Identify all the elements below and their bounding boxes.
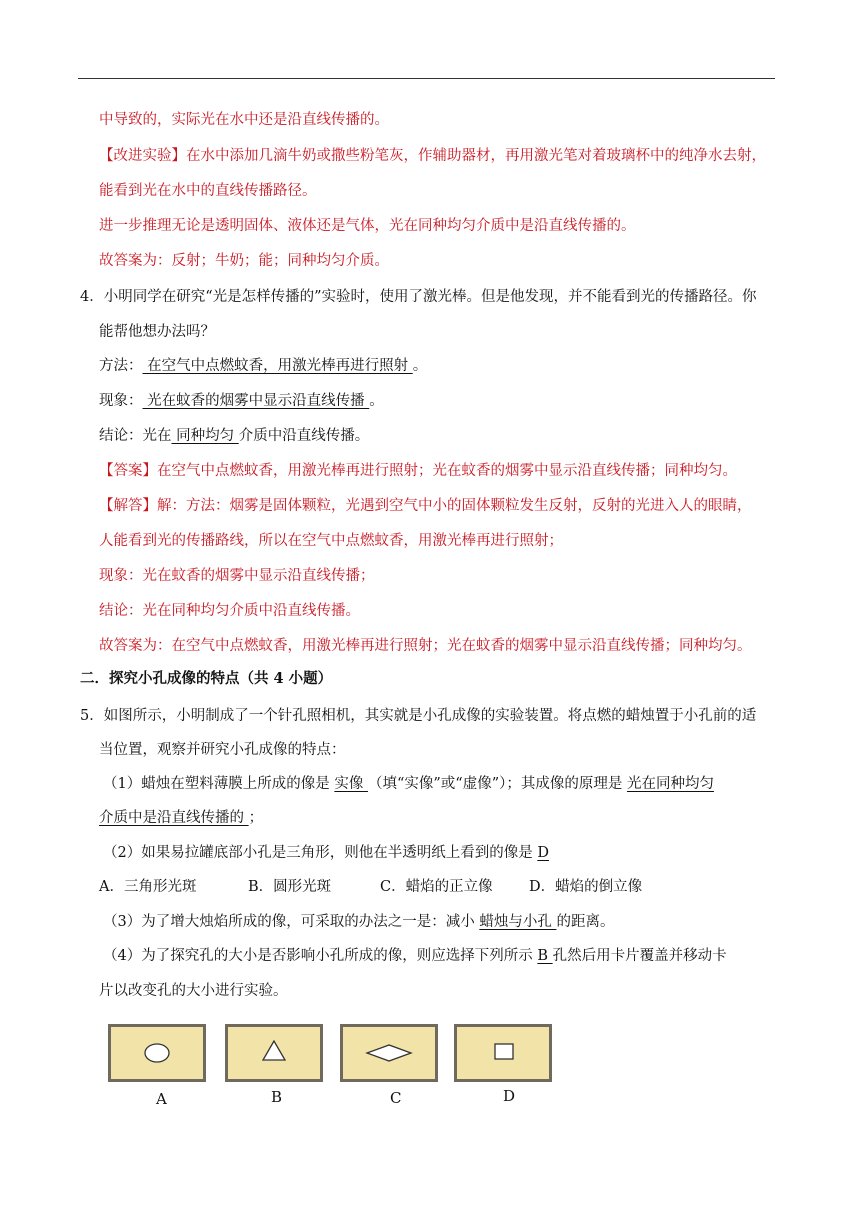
subquestion-1-answer: 实像 [334, 776, 368, 792]
method-label: 方法： [99, 358, 143, 374]
card-d [454, 1024, 552, 1082]
phenomenon-answer: 光在蚊香的烟雾中显示沿直线传播 [142, 393, 370, 409]
method-line [99, 356, 427, 376]
conclusion-label: 结论：光在 [99, 428, 172, 444]
aperture-figure [104, 1020, 564, 1115]
option-b: B．圆形光斑 [248, 879, 332, 895]
text-line: 能看到光在水中的直线传播路径。 [99, 183, 317, 199]
subquestion-4-suffix: 孔然后用卡片覆盖并移动卡 [552, 948, 727, 964]
option-d: D．蜡焰的倒立像 [529, 879, 643, 895]
subquestion-4-text: （4）为了探究孔的大小是否影响小孔所成的像，则应选择下列所示 [103, 948, 538, 964]
method-suffix: 。 [412, 358, 428, 374]
phenomenon-suffix: 。 [369, 393, 384, 409]
text-line: 【改进实验】在水中添加几滴牛奶或撒些粉笔灰，作辅助器材，再用激光笔对着玻璃杯中的纯净水去射， [99, 148, 766, 164]
card-b [225, 1024, 323, 1082]
answer-line: 【答案】在空气中点燃蚊香，用激光棒再进行照射；光在蚊香的烟雾中显示沿直线传播；同种均匀。 [99, 463, 737, 479]
explanation-line: 现象：光在蚊香的烟雾中显示沿直线传播； [99, 568, 375, 584]
question-5-stem: 5．如图所示，小明制成了一个针孔照相机，其实就是小孔成像的实验装置。将点燃的蜡烛置于小孔前的适 [80, 708, 757, 724]
subquestion-1-cont [99, 808, 263, 828]
triangle-hole-icon [228, 1027, 320, 1079]
card-d-label: D [503, 1087, 516, 1105]
card-a-label: A [156, 1090, 167, 1108]
subquestion-1-answer-2-cont: 介质中是沿直线传播的 [99, 810, 249, 826]
subquestion-3-suffix: 的距离。 [556, 914, 615, 930]
subquestion-3 [103, 912, 614, 932]
subquestion-1-suffix: ； [248, 810, 264, 826]
subquestion-3-answer: 蜡烛与小孔 [479, 914, 557, 930]
subquestion-4 [103, 946, 727, 966]
conclusion-line [99, 426, 369, 446]
conclusion-answer: 同种均匀 [171, 428, 239, 444]
subquestion-4-answer: B [537, 948, 553, 964]
question-5-stem: 当位置，观察并研究小孔成像的特点： [99, 742, 346, 758]
phenomenon-label: 现象： [99, 393, 143, 409]
question-4-stem: 能帮他想办法吗？ [99, 324, 215, 340]
subquestion-1 [103, 774, 714, 794]
option-c: C．蜡焰的正立像 [380, 879, 493, 895]
explanation-line: 故答案为：在空气中点燃蚊香，用激光棒再进行照射；光在蚊香的烟雾中显示沿直线传播；同种均匀。 [99, 638, 752, 654]
subquestion-2-text: （2）如果易拉罐底部小孔是三角形，则他在半透明纸上看到的像是 [103, 845, 538, 861]
card-b-label: B [271, 1088, 283, 1106]
conclusion-suffix: 介质中沿直线传播。 [238, 428, 370, 444]
text-line: 进一步推理无论是透明固体、液体还是气体，光在同种均匀介质中是沿直线传播的。 [99, 218, 636, 234]
phenomenon-line [99, 391, 384, 411]
square-hole-icon [457, 1027, 549, 1079]
subquestion-2 [103, 843, 549, 863]
section-heading: 二．探究小孔成像的特点（共 4 小题） [80, 670, 333, 687]
card-c-label: C [390, 1089, 402, 1107]
explanation-line: 【解答】解：方法：烟雾是固体颗粒，光遇到空气中小的固体颗粒发生反射，反射的光进入人的眼睛， [99, 498, 752, 514]
header-rule [78, 78, 775, 79]
subquestion-4-cont: 片以改变孔的大小进行实验。 [99, 983, 288, 999]
card-a [108, 1024, 206, 1082]
subquestion-3-text: （3）为了增大烛焰所成的像，可采取的办法之一是：减小 [103, 914, 480, 930]
circle-hole-icon [111, 1027, 203, 1079]
subquestion-1-text: （1）蜡烛在塑料薄膜上所成的像是 [103, 776, 335, 792]
subquestion-2-answer: D [537, 845, 549, 861]
text-line: 故答案为：反射；牛奶；能；同种均匀介质。 [99, 253, 389, 269]
explanation-line: 结论：光在同种均匀介质中沿直线传播。 [99, 603, 360, 619]
card-c [340, 1024, 438, 1082]
method-answer: 在空气中点燃蚊香，用激光棒再进行照射 [142, 358, 413, 374]
explanation-line: 人能看到光的传播路线，所以在空气中点燃蚊香，用激光棒再进行照射； [99, 533, 563, 549]
option-a: A．三角形光斑 [99, 879, 197, 895]
subquestion-1-answer-2: 光在同种均匀 [626, 776, 714, 792]
diamond-hole-icon [343, 1027, 435, 1079]
question-4-stem: 4．小明同学在研究“光是怎样传播的”实验时，使用了激光棒。但是他发现，并不能看到光的传播路径。你 [80, 289, 757, 305]
subquestion-1-mid: （填“实像”或“虚像”）；其成像的原理是 [367, 776, 627, 792]
text-line: 中导致的，实际光在水中还是沿直线传播的。 [99, 112, 389, 128]
